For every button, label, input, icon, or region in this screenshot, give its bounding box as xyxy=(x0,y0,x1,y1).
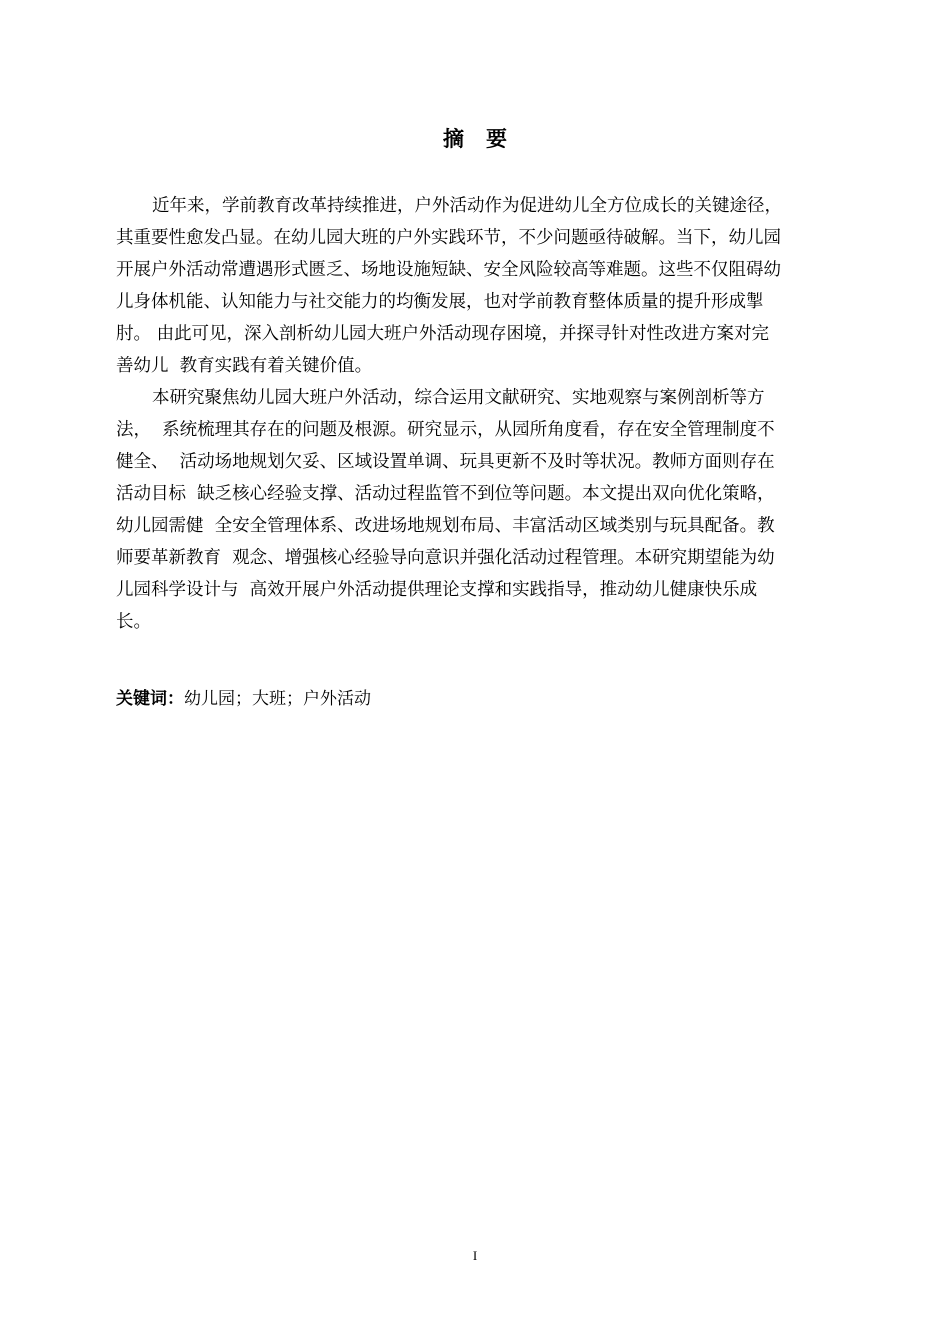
abstract-p2-line: 本研究聚焦幼儿园大班户外活动，综合运用文献研究、实地观察与案例剖析等方 xyxy=(152,388,765,408)
abstract-p1-line: 肘。 由此可见，深入剖析幼儿园大班户外活动现存困境，并探寻针对性改进方案对完 xyxy=(116,324,770,344)
abstract-p2-line: 活动目标 缺乏核心经验支撑、活动过程监管不到位等问题。本文提出双向优化策略， xyxy=(116,484,775,504)
title-char-1: 摘 xyxy=(443,127,464,151)
abstract-p1-line: 善幼儿 教育实践有着关键价值。 xyxy=(116,356,373,376)
abstract-body xyxy=(116,190,850,638)
abstract-p2-line: 师要革新教育 观念、增强核心经验导向意识并强化活动过程管理。本研究期望能为幼 xyxy=(116,548,775,568)
abstract-p2-line: 长。 xyxy=(116,612,151,632)
abstract-p1-line: 其重要性愈发凸显。在幼儿园大班的户外实践环节，不少问题亟待破解。当下，幼儿园 xyxy=(116,228,781,248)
page-number: I xyxy=(472,1248,478,1263)
keywords-value: 幼儿园；大班；户外活动 xyxy=(184,689,371,709)
abstract-p1-line: 儿身体机能、认知能力与社交能力的均衡发展，也对学前教育整体质量的提升形成掣 xyxy=(116,292,764,312)
abstract-p2-line: 儿园科学设计与 高效开展户外活动提供理论支撑和实践指导，推动幼儿健康快乐成 xyxy=(116,580,758,600)
keywords-label: 关键词： xyxy=(116,689,184,709)
abstract-p2-line: 法， 系统梳理其存在的问题及根源。研究显示，从园所角度看，存在安全管理制度不 xyxy=(116,420,775,440)
abstract-p1-line: 开展户外活动常遭遇形式匮乏、场地设施短缺、安全风险较高等难题。这些不仅阻碍幼 xyxy=(116,260,781,280)
title-char-2: 要 xyxy=(486,127,507,151)
abstract-p1-line: 近年来，学前教育改革持续推进，户外活动作为促进幼儿全方位成长的关键途径， xyxy=(152,196,782,216)
page-title xyxy=(0,124,950,154)
abstract-p2-line: 健全、 活动场地规划欠妥、区域设置单调、玩具更新不及时等状况。教师方面则存在 xyxy=(116,452,775,472)
abstract-p2-line: 幼儿园需健 全安全管理体系、改进场地规划布局、丰富活动区域类别与玩具配备。教 xyxy=(116,516,775,536)
keywords-line xyxy=(116,684,371,714)
